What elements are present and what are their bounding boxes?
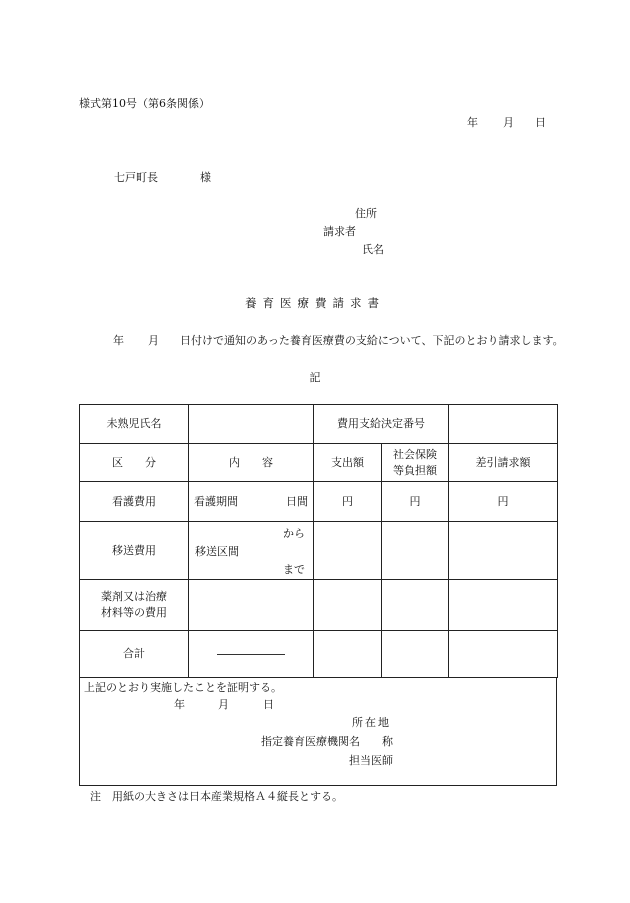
total-blank-line (217, 653, 285, 655)
document-title: 養育医療費請求書 (245, 296, 385, 310)
doctor-label: 担当医師 (349, 754, 393, 767)
medicine-label-line2: 材料等の費用 (101, 606, 167, 619)
medicine-label (80, 580, 189, 631)
social-insurance-header (382, 444, 449, 482)
location-label: 所在地 (352, 716, 391, 729)
total-claim-field[interactable] (449, 631, 558, 678)
name-label: 氏名 (362, 243, 384, 256)
form-number: 様式第10号（第6条関係） (79, 97, 210, 110)
medicine-expenditure-field[interactable] (314, 580, 382, 631)
transport-label: 移送費用 (80, 522, 189, 580)
institution-label: 指定養育医療機関名 称 (261, 735, 393, 748)
transport-to: まで (283, 563, 305, 576)
total-expenditure-field[interactable] (314, 631, 382, 678)
expenditure-header: 支出額 (314, 444, 382, 482)
total-content-field[interactable] (189, 631, 314, 678)
table-row (80, 444, 558, 482)
claim-amount-header: 差引請求額 (449, 444, 558, 482)
category-header: 区 分 (80, 444, 189, 482)
table-row (80, 580, 558, 631)
social-insurance-line2: 等負担額 (393, 463, 437, 477)
body-sentence: 日付けで通知のあった養育医療費の支給について、下記のとおり請求します。 (180, 334, 564, 347)
medicine-label-line1: 薬剤又は治療 (101, 590, 167, 604)
medicine-content-field[interactable] (189, 580, 314, 631)
table-row (80, 522, 558, 580)
table-row (80, 482, 558, 522)
nursing-days-unit: 日間 (286, 494, 308, 508)
transport-from: から (283, 527, 305, 540)
transport-section-field[interactable] (189, 522, 314, 580)
infant-name-field[interactable] (189, 405, 314, 444)
certification-date (174, 699, 274, 710)
total-insurance-field[interactable] (382, 631, 449, 678)
transport-claim-field[interactable] (449, 522, 558, 580)
transport-insurance-field[interactable] (382, 522, 449, 580)
certification-text: 上記のとおり実施したことを証明する。 (84, 681, 282, 694)
nursing-label: 看護費用 (80, 482, 189, 522)
table-row (80, 631, 558, 678)
nursing-claim-field[interactable]: 円 (449, 482, 558, 522)
nursing-expenditure-field[interactable]: 円 (314, 482, 382, 522)
nursing-period-label: 看護期間 (194, 494, 238, 508)
content-header: 内 容 (189, 444, 314, 482)
table-row (80, 405, 558, 444)
header-date (467, 117, 546, 128)
infant-name-label: 未熟児氏名 (80, 405, 189, 444)
nursing-insurance-field[interactable]: 円 (382, 482, 449, 522)
body-month: 月 (148, 334, 159, 347)
medicine-claim-field[interactable] (449, 580, 558, 631)
address-label: 住所 (355, 207, 377, 220)
total-label: 合計 (80, 631, 189, 678)
social-insurance-line1: 社会保険 (393, 447, 437, 461)
date-day: 日 (535, 116, 546, 129)
addressee-name: 七戸町長 (114, 171, 158, 184)
medicine-insurance-field[interactable] (382, 580, 449, 631)
transport-expenditure-field[interactable] (314, 522, 382, 580)
decision-number-field[interactable] (449, 405, 558, 444)
date-year: 年 (467, 116, 478, 129)
cert-day: 日 (263, 698, 274, 711)
addressee-honorific: 様 (200, 171, 211, 184)
footnote: 注 用紙の大きさは日本産業規格Ａ４縦長とする。 (90, 790, 343, 803)
addressee (114, 172, 211, 183)
date-month: 月 (503, 116, 514, 129)
cert-month: 月 (218, 698, 229, 711)
ki-label: 記 (309, 371, 321, 384)
decision-number-label: 費用支給決定番号 (314, 405, 449, 444)
transport-section-label: 移送区間 (195, 545, 239, 558)
cert-year: 年 (174, 698, 185, 711)
claim-table (79, 404, 558, 678)
body-text (113, 335, 564, 346)
nursing-period-field[interactable] (189, 482, 314, 522)
claimant-label: 請求者 (323, 225, 356, 238)
body-year: 年 (113, 334, 124, 347)
